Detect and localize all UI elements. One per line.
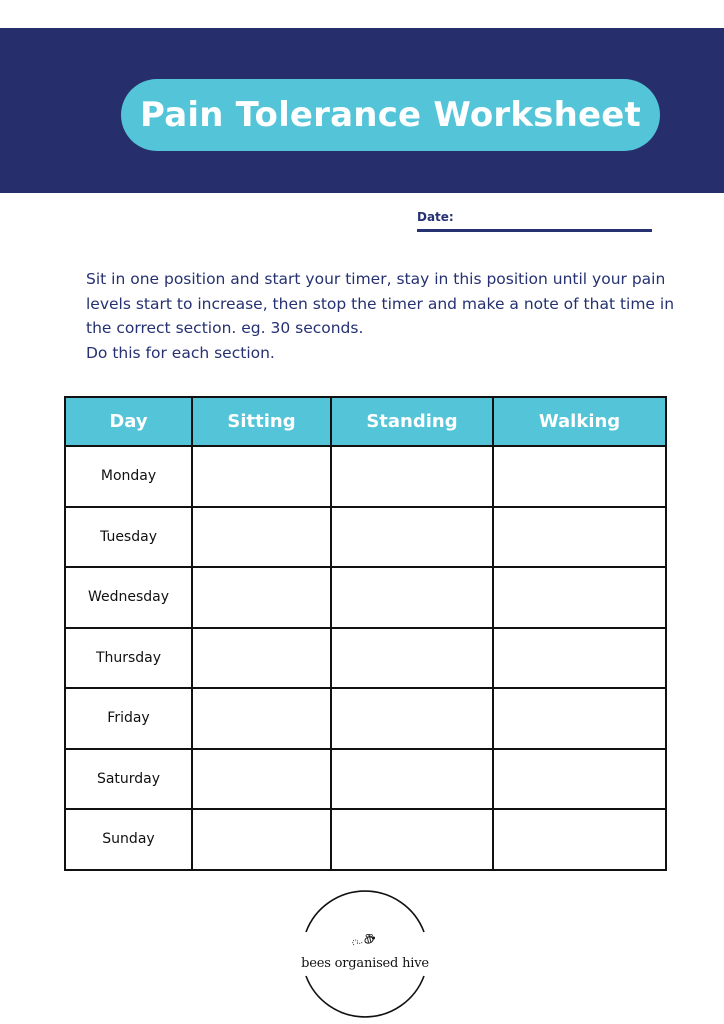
walking-cell[interactable] [493, 567, 666, 628]
day-cell: Friday [65, 688, 192, 749]
walking-cell[interactable] [493, 628, 666, 689]
sitting-cell[interactable] [192, 809, 331, 870]
brand-logo [298, 887, 432, 1021]
table-row [65, 628, 666, 689]
sitting-cell[interactable] [192, 507, 331, 568]
date-label: Date: [417, 210, 454, 224]
column-header-walking: Walking [493, 397, 666, 446]
sitting-cell[interactable] [192, 628, 331, 689]
walking-cell[interactable] [493, 749, 666, 810]
walking-cell[interactable] [493, 809, 666, 870]
table-row [65, 507, 666, 568]
day-cell: Saturday [65, 749, 192, 810]
walking-cell[interactable] [493, 688, 666, 749]
sitting-cell[interactable] [192, 688, 331, 749]
standing-cell[interactable] [331, 688, 493, 749]
worksheet-table [64, 396, 667, 871]
day-cell: Sunday [65, 809, 192, 870]
table-header-row [65, 397, 666, 446]
standing-cell[interactable] [331, 446, 493, 507]
page-title: Pain Tolerance Worksheet [121, 79, 660, 151]
standing-cell[interactable] [331, 749, 493, 810]
instruction-line: levels start to increase, then stop the timer and make a note of that time in [86, 294, 675, 313]
sitting-cell[interactable] [192, 749, 331, 810]
day-cell: Monday [65, 446, 192, 507]
table-row [65, 809, 666, 870]
column-header-standing: Standing [331, 397, 493, 446]
standing-cell[interactable] [331, 507, 493, 568]
table-row [65, 567, 666, 628]
logo-circle [298, 887, 432, 1021]
column-header-sitting: Sitting [192, 397, 331, 446]
day-cell: Thursday [65, 628, 192, 689]
sitting-cell[interactable] [192, 446, 331, 507]
day-cell: Wednesday [65, 567, 192, 628]
bee-icon [353, 934, 375, 945]
sitting-cell[interactable] [192, 567, 331, 628]
walking-cell[interactable] [493, 446, 666, 507]
standing-cell[interactable] [331, 628, 493, 689]
standing-cell[interactable] [331, 567, 493, 628]
brand-name: bees organised hive [301, 956, 429, 971]
table-row [65, 446, 666, 507]
standing-cell[interactable] [331, 809, 493, 870]
instructions [86, 267, 675, 365]
walking-cell[interactable] [493, 507, 666, 568]
instruction-line: the correct section. eg. 30 seconds. [86, 319, 364, 337]
day-cell: Tuesday [65, 507, 192, 568]
instruction-line: Do this for each section. [86, 343, 275, 362]
column-header-day: Day [65, 397, 192, 446]
table-row [65, 749, 666, 810]
table-row [65, 688, 666, 749]
instruction-line: Sit in one position and start your timer, stay in this position until your pain [86, 270, 666, 288]
date-field-line[interactable] [417, 229, 652, 232]
